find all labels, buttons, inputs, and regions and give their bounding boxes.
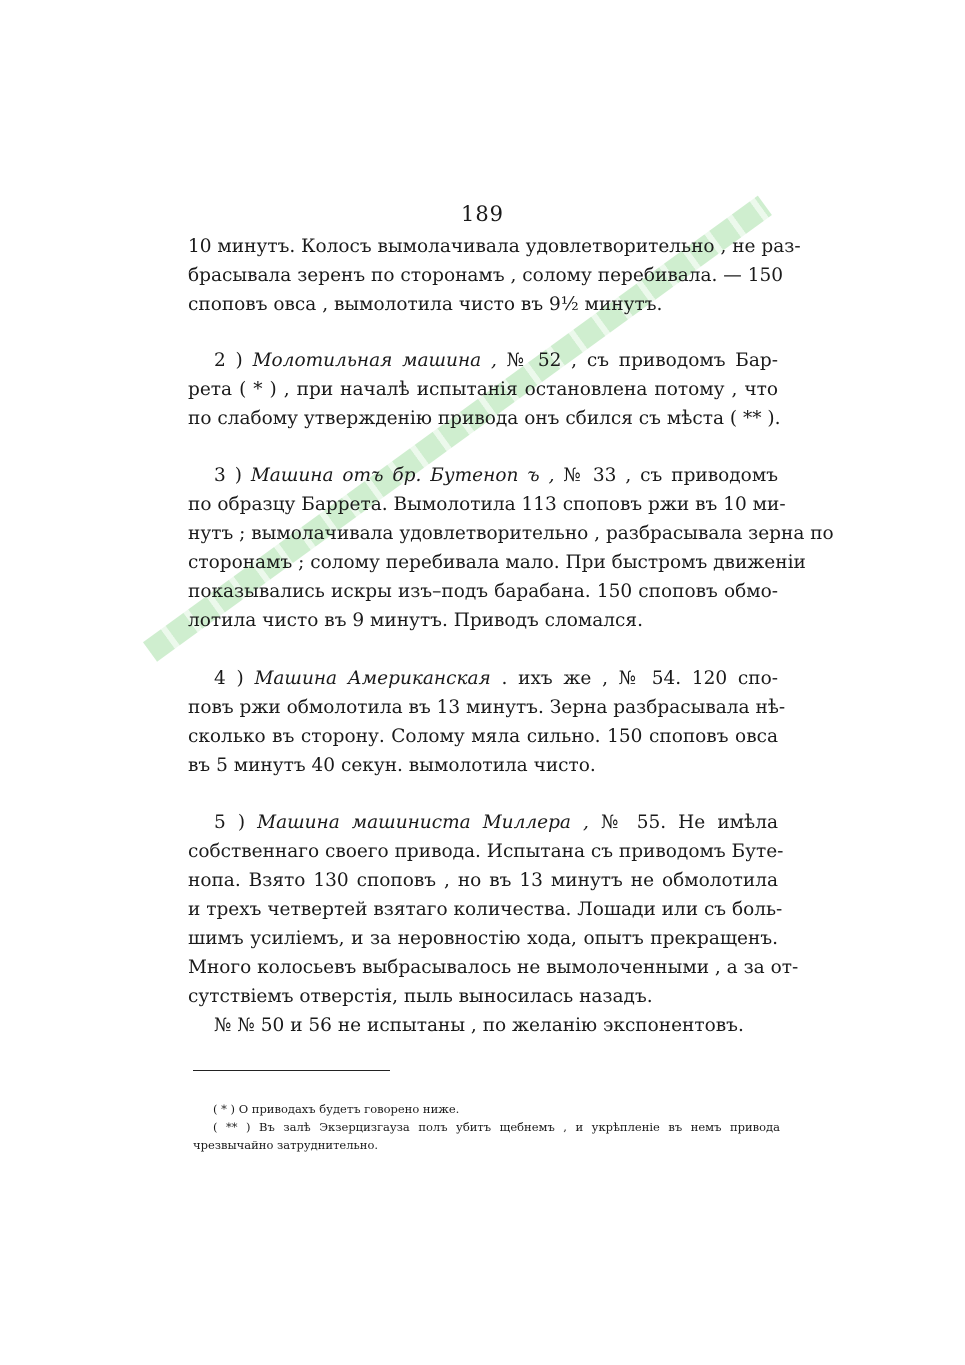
item-text: № 55. Не имѣла (588, 812, 778, 833)
item-title: Молотильная машина , (252, 350, 497, 371)
item-text: № 52 , съ приводомъ Бар- (496, 350, 779, 371)
text-line (188, 664, 778, 693)
item-number: 3 ) (214, 465, 242, 486)
text-line: повъ ржи обмолотила въ 13 минутъ. Зерна разбрасывала нѣ- (188, 697, 786, 718)
text-line: споповъ овса , вымолотила чисто въ 9½ минутъ. (188, 294, 663, 315)
text-line (188, 808, 778, 837)
footnote-divider (193, 1070, 390, 1071)
text-line: показывались искры изъ–подъ барабана. 150 споповъ обмо- (188, 581, 778, 602)
text-line: нутъ ; вымолачивала удовлетворительно , разбрасывала зерна по (188, 523, 834, 544)
text-line: лотила чисто въ 9 минутъ. Приводъ сломался. (188, 610, 643, 631)
text-line: и трехъ четвертей взятаго количества. Лошади или съ боль- (188, 899, 783, 920)
footnote-2: ( ** ) Въ залѣ Экзерцизгауза полъ убитъ щебнемъ , и укрѣпленіе въ немъ привода (213, 1120, 780, 1134)
item-title: Машина отъ бр. Бутеноп ъ , (250, 465, 555, 486)
footnote-2-continuation: чрезвычайно затруднительно. (193, 1138, 379, 1152)
item-text: . ихъ же , № 54. 120 спо- (490, 668, 778, 689)
paragraph-item-5 (188, 808, 799, 1040)
closing-line: № № 50 и 56 не испытаны , по желанію экспонентовъ. (214, 1015, 744, 1036)
text-line: Много колосьевъ выбрасывалось не вымолоченными , а за от- (188, 957, 799, 978)
page-number: 189 (460, 202, 505, 226)
footnotes (193, 1100, 780, 1154)
text-line: сутствіемъ отверстія, пыль выносилась назадъ. (188, 986, 653, 1007)
text-line: шимъ усиліемъ, и за неровностію хода, опытъ прекращенъ. (188, 928, 778, 949)
item-number: 2 ) (214, 350, 243, 371)
paragraph-continuation (188, 232, 801, 319)
text-line: рета ( * ) , при началѣ испытанія остановлена потому , что (188, 379, 778, 400)
paragraph-item-4 (188, 664, 786, 780)
text-line (188, 346, 778, 375)
text-line: брасывала зеренъ по сторонамъ , солому перебивала. — 150 (188, 265, 783, 286)
item-text: № 33 , съ приводомъ (554, 465, 778, 486)
paragraph-item-3 (188, 461, 834, 635)
item-number: 4 ) (214, 668, 244, 689)
item-title: Машина машиниста Миллера , (257, 812, 589, 833)
text-line: по слабому утвержденію привода онъ сбился съ мѣста ( ** ). (188, 408, 781, 429)
text-line: въ 5 минутъ 40 секун. вымолотила чисто. (188, 755, 596, 776)
text-line: нопа. Взято 130 споповъ , но въ 13 минутъ не обмолотила (188, 870, 778, 891)
item-title: Машина Американская (254, 668, 491, 689)
item-number: 5 ) (214, 812, 246, 833)
footnote-1: ( * ) О приводахъ будетъ говорено ниже. (213, 1102, 460, 1116)
text-line: по образцу Баррета. Вымолотила 113 споповъ ржи въ 10 ми- (188, 494, 786, 515)
text-line (188, 461, 778, 490)
text-line: сколько въ сторону. Солому мяла сильно. 150 споповъ овса (188, 726, 778, 747)
paragraph-item-2 (188, 346, 781, 433)
text-line: сторонамъ ; солому перебивала мало. При быстромъ движеніи (188, 552, 806, 573)
text-line: собственнаго своего привода. Испытана съ приводомъ Буте- (188, 841, 784, 862)
text-line: 10 минутъ. Колосъ вымолачивала удовлетворительно , не раз- (188, 236, 801, 257)
